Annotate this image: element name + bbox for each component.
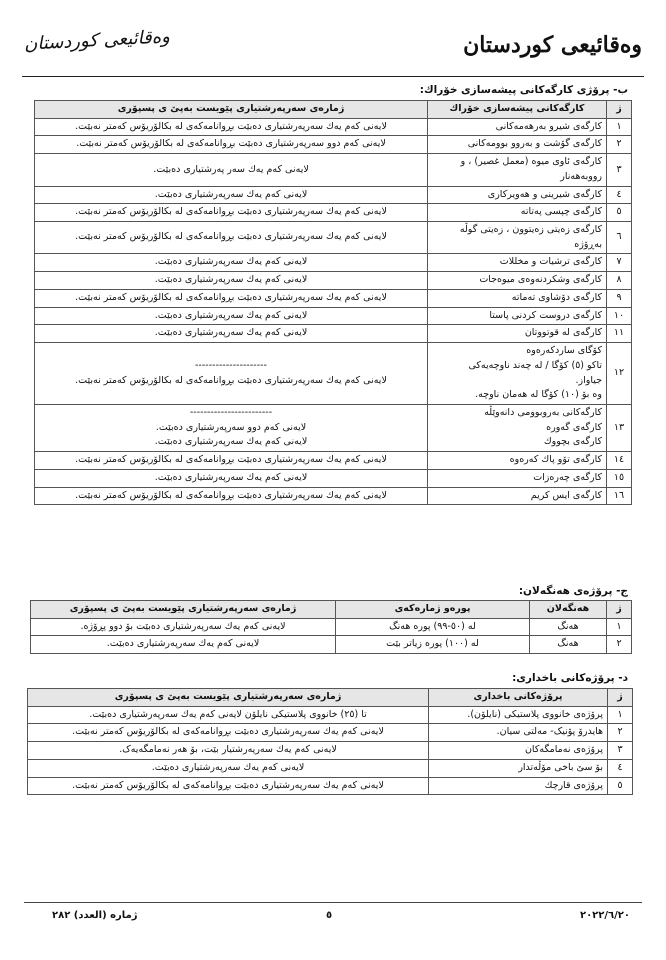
requirement-text: لایەنی کەم یەك سەرپەرشتیار بێت، بۆ هەر نەمامگەیەک. (28, 742, 429, 760)
row-number: ٥ (607, 204, 632, 222)
factory-name (428, 254, 607, 272)
col-number: ژ (607, 601, 632, 619)
table-row (28, 777, 633, 795)
factory-name (428, 222, 607, 254)
row-number: ١ (607, 118, 632, 136)
factory-name-line: جیاواز. (575, 374, 602, 386)
row-number: ٢ (607, 636, 632, 654)
requirement-text: لایەنی کەم یەك سەرپەرشتیاری دەبێت بۆ دوو پڕۆژە. (31, 618, 336, 636)
col-requirement: ژمارەی سەرپەرشتیاری پێویست بەپێ ی پسپۆری (35, 101, 428, 119)
table-row (28, 706, 633, 724)
requirement-line: لایەنی کەم یەك سەرپەرشتیاری دەبێت بڕوانامەکەی لە بکالۆریۆس کەمتر نەبێت. (75, 489, 387, 501)
requirement-line: لایەنی کەم یەك سەرپەرشتیاری دەبێت. (154, 471, 308, 483)
requirement-text (35, 289, 428, 307)
requirement-line: لایەنی کەم یەك سەرپەرشتیاری دەبێت. (154, 274, 308, 286)
requirement-line: لایەنی کەم یەك سەرپەرشتیاری دەبێت. (154, 256, 308, 268)
factory-name-line: کۆگای ساردکەرەوە (526, 345, 602, 357)
col-number: ژ (607, 101, 632, 119)
requirement-text (35, 254, 428, 272)
requirement-line: --------------------- (195, 359, 267, 371)
row-number: ١٦ (607, 487, 632, 505)
beekeeping-name: هەنگ (530, 618, 607, 636)
factory-name (428, 154, 607, 186)
factory-name (428, 404, 607, 451)
row-number: ١٥ (607, 469, 632, 487)
section-c-title: ج- پرۆژەی هەنگەلان: (518, 585, 628, 597)
requirement-text (35, 136, 428, 154)
food-industry-table (34, 100, 632, 505)
row-number: ١٢ (607, 343, 632, 405)
table-row (35, 289, 632, 307)
factory-name-line: کارگەی ترشیات و مخللات (499, 256, 602, 268)
factory-name-line: کارگەی شیرینی و هەویرکاری (487, 188, 602, 200)
table-row (35, 222, 632, 254)
requirement-text: تا (٢٥) خانووی پلاستیکی نایلۆن لایەنی کەم یەك سەرپەرشتیاری دەبێت. (28, 706, 429, 724)
row-number: ١٠ (607, 307, 632, 325)
requirement-text (35, 204, 428, 222)
factory-name-line: کارگەی دۆشاوی تەماتە (511, 291, 602, 303)
page-header (0, 0, 666, 78)
table-header-row (31, 601, 632, 619)
requirement-line: لایەنی کەم دوو سەرپەرشتیاری دەبێت بڕوانامەکەی لە بکالۆریۆس کەمتر نەبێت. (76, 138, 386, 150)
col-requirement: ژمارەی سەرپەرشتیاری پێویست بەپێ ی پسپۆری (31, 601, 336, 619)
requirement-line: لایەنی کەم دوو سەرپەرشتیاری دەبێت. (155, 421, 307, 433)
factory-name (428, 204, 607, 222)
horticulture-table (27, 688, 633, 795)
footer-page-number: ٥ (326, 910, 333, 921)
table-row (35, 136, 632, 154)
table-row (35, 452, 632, 470)
table-row (35, 404, 632, 451)
factory-name-line: کارگەی بچووك (543, 436, 602, 448)
row-number: ١ (608, 706, 633, 724)
factory-name-line: کارگەی ایس کریم (530, 489, 602, 501)
table-row (35, 487, 632, 505)
row-number: ١ (607, 618, 632, 636)
row-number: ٤ (607, 186, 632, 204)
row-number: ٣ (607, 154, 632, 186)
factory-name-line: کارگەی زەیتی زەیتوون ، زەیتی گوڵە (459, 224, 602, 236)
requirement-line: لایەنی کەم یەك سەرپەرشتیاری دەبێت. (154, 309, 308, 321)
hive-count: لە (٥٠-٩٩) پورە هەنگ (336, 618, 530, 636)
factory-name-line: کارگەی گەورە (546, 421, 602, 433)
project-name: پرۆژەی نەمامگەکان (429, 742, 608, 760)
project-name: هایدرۆ پۆنیک- مەلتی سیان. (429, 724, 608, 742)
brand-title: وەقائیعی کوردستان (463, 32, 642, 58)
factory-name-line: بەڕۆژە (574, 238, 602, 250)
row-number: ٨ (607, 272, 632, 290)
table-row (31, 618, 632, 636)
footer-date: ٢٠٢٢/٦/٢٠ (579, 910, 630, 921)
table-row (35, 154, 632, 186)
factory-name (428, 325, 607, 343)
factory-name-line: کارگەکانی بەروبوومی دانەوێڵە (484, 406, 602, 418)
requirement-text: لایەنی کەم یەك سەرپەرشتیاری دەبێت بڕوانامەکەی لە بکالۆریۆس کەمتر نەبێت. (28, 724, 429, 742)
footer-divider (24, 902, 642, 903)
table-header-row (35, 101, 632, 119)
requirement-line: ------------------------ (189, 406, 273, 418)
factory-name-line: تاکو (٥) کۆگا / لە چەند ناوچەیەکی (468, 359, 602, 371)
factory-name-line: کارگەی تۆو پاك کەرەوە (509, 454, 602, 466)
factory-name (428, 469, 607, 487)
factory-name-line: کارگەی چەرەزات (533, 471, 602, 483)
requirement-line: لایەنی کەم یەك سەر پەرشتیاری دەبێت. (153, 163, 309, 175)
hive-count: لە (١٠٠) پورە زیاتر بێت (336, 636, 530, 654)
factory-name-line: کارگەی دروست کردنی پاستا (489, 309, 602, 321)
row-number: ١٣ (607, 404, 632, 451)
requirement-line: لایەنی کەم یەك سەرپەرشتیاری دەبێت بڕوانامەکەی لە بکالۆریۆس کەمتر نەبێت. (75, 291, 387, 303)
table-row (35, 272, 632, 290)
section-d-title: د- پرۆژەکانی باخداری: (512, 672, 628, 684)
requirement-text (35, 154, 428, 186)
requirement-text (35, 487, 428, 505)
factory-name-line: کارگەی ئاوی میوە (معمل غصیر) ، و (460, 156, 602, 168)
factory-name (428, 136, 607, 154)
factory-name (428, 186, 607, 204)
col-project: پرۆژەکانی باخداری (429, 689, 608, 707)
table-row (31, 636, 632, 654)
col-hive-count: پورەو ژمارەکەی (336, 601, 530, 619)
col-factory: کارگەکانی پیشەسازی خۆراك (428, 101, 607, 119)
factory-name (428, 272, 607, 290)
table-row (35, 325, 632, 343)
table-row (28, 759, 633, 777)
row-number: ٦ (607, 222, 632, 254)
requirement-text: لایەنی کەم یەك سەرپەرشتیاری دەبێت بڕوانامەکەی لە بکالۆریۆس کەمتر نەبێت. (28, 777, 429, 795)
factory-name-line: کارگەی شیرو بەرهەمەکانی (495, 120, 602, 132)
table-row (35, 254, 632, 272)
row-number: ١١ (607, 325, 632, 343)
requirement-text (35, 404, 428, 451)
factory-name (428, 307, 607, 325)
table-row (35, 204, 632, 222)
table-row (35, 343, 632, 405)
beekeeping-table (30, 600, 632, 654)
requirement-line: لایەنی کەم یەك سەرپەرشتیاری دەبێت. (154, 188, 308, 200)
requirement-text (35, 325, 428, 343)
table-row (35, 186, 632, 204)
factory-name-line: رووبەهەنار (560, 170, 602, 182)
row-number: ٧ (607, 254, 632, 272)
factory-name-line: کارگەی لە قوتووتان (524, 327, 602, 339)
requirement-text (35, 452, 428, 470)
requirement-text (35, 469, 428, 487)
requirement-text (35, 222, 428, 254)
beekeeping-name: هەنگ (530, 636, 607, 654)
factory-name (428, 118, 607, 136)
requirement-line: لایەنی کەم یەك سەرپەرشتیاری دەبێت بڕوانامەکەی لە بکالۆریۆس کەمتر نەبێت. (75, 206, 387, 218)
row-number: ٤ (608, 759, 633, 777)
factory-name-line: کارگەی گۆشت و بەروو بوومەکانی (467, 138, 602, 150)
requirement-line: لایەنی کەم یەك سەرپەرشتیاری دەبێت بڕوانامەکەی لە بکالۆریۆس کەمتر نەبێت. (75, 454, 387, 466)
requirement-line: لایەنی کەم یەك سەرپەرشتیاری دەبێت بڕوانامەکەی لە بکالۆریۆس کەمتر نەبێت. (75, 120, 387, 132)
row-number: ١٤ (607, 452, 632, 470)
requirement-line: لایەنی کەم یەك سەرپەرشتیاری دەبێت. (154, 436, 308, 448)
row-number: ٣ (608, 742, 633, 760)
project-name: پرۆژەی خانووی پلاستیکی (نایلۆن). (429, 706, 608, 724)
col-requirement: ژمارەی سەرپەرشتیاری پێویست بەپێ ی پسپۆری (28, 689, 429, 707)
row-number: ٩ (607, 289, 632, 307)
header-divider (22, 76, 644, 77)
table-row (28, 742, 633, 760)
factory-name-line: وە بۆ (١٠) کۆگا لە هەمان ناوچە. (475, 389, 602, 401)
footer-issue-number: ژمارە (العدد) ٢٨٢ (52, 910, 138, 921)
table-row (35, 307, 632, 325)
table-header-row (28, 689, 633, 707)
table-row (28, 724, 633, 742)
requirement-line: لایەنی کەم یەك سەرپەرشتیاری دەبێت. (154, 327, 308, 339)
factory-name-line: کارگەی چپسی پەتاتە (520, 206, 602, 218)
requirement-text (35, 307, 428, 325)
requirement-line: لایەنی کەم یەك سەرپەرشتیاری دەبێت بڕوانامەکەی لە بکالۆریۆس کەمتر نەبێت. (75, 374, 387, 386)
factory-name (428, 289, 607, 307)
row-number: ٢ (608, 724, 633, 742)
requirement-text: لایەنی کەم یەك سەرپەرشتیاری دەبێت. (28, 759, 429, 777)
requirement-text: لایەنی کەم یەك سەرپەرشتیاری دەبێت. (31, 636, 336, 654)
factory-name (428, 343, 607, 405)
factory-name (428, 487, 607, 505)
calligraphy-logo: وەقائیعی کوردستان (23, 26, 171, 55)
col-beekeeping: هەنگەلان (530, 601, 607, 619)
requirement-text (35, 186, 428, 204)
requirement-text (35, 272, 428, 290)
row-number: ٢ (607, 136, 632, 154)
requirement-text (35, 118, 428, 136)
requirement-text (35, 343, 428, 405)
col-number: ژ (608, 689, 633, 707)
project-name: پرۆژەی قارچك (429, 777, 608, 795)
table-row (35, 118, 632, 136)
requirement-line: لایەنی کەم یەك سەرپەرشتیاری دەبێت بڕوانامەکەی لە بکالۆریۆس کەمتر نەبێت. (75, 231, 387, 243)
factory-name (428, 452, 607, 470)
project-name: بۆ سێ باخی مۆڵەتدار (429, 759, 608, 777)
factory-name-line: کارگەی وشکردنەوەی میوەجات (479, 274, 602, 286)
table-row (35, 469, 632, 487)
row-number: ٥ (608, 777, 633, 795)
section-b-title: ب- پرۆژی کارگەکانی پیشەسازی خۆراك: (419, 84, 628, 96)
